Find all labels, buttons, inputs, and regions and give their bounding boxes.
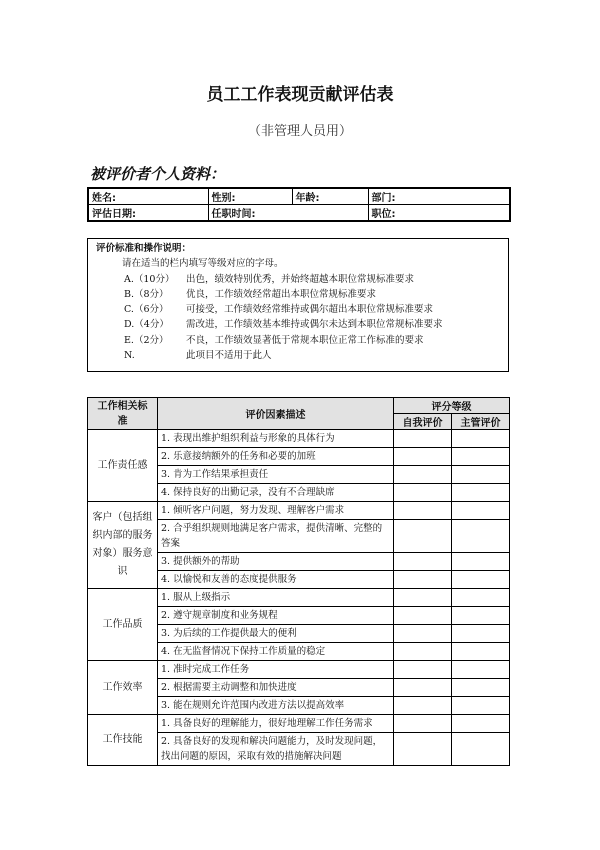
- info-row: [88, 188, 510, 205]
- self-rating-cell[interactable]: [394, 715, 452, 733]
- factor-cell: 2. 乐意接纳额外的任务和必要的加班: [158, 448, 394, 466]
- criteria-level-desc: 需改进，工作绩效基本维持或偶尔未达到本职位常规标准要求: [186, 319, 443, 331]
- header-supervisor-rating: 主管评价: [452, 414, 510, 430]
- criteria-level-code: N.: [124, 350, 135, 362]
- supervisor-rating-cell[interactable]: [452, 520, 510, 553]
- personal-info-table: [87, 187, 511, 222]
- self-rating-cell[interactable]: [394, 448, 452, 466]
- supervisor-rating-cell[interactable]: [452, 679, 510, 697]
- table-row: [88, 589, 510, 607]
- age-field[interactable]: 年龄:: [292, 188, 368, 205]
- evaluation-body: [88, 430, 510, 766]
- self-rating-cell[interactable]: [394, 679, 452, 697]
- header-self-rating: 自我评价: [394, 414, 452, 430]
- header-category: 工作相关标准: [88, 398, 158, 430]
- factor-cell: 1. 表现出维护组织利益与形象的具体行为: [158, 430, 394, 448]
- criteria-levels: [96, 272, 500, 364]
- criteria-level-desc: 出色，绩效特别优秀，并始终超越本职位常规标准要求: [186, 273, 415, 285]
- criteria-level-code: C.（6分）: [124, 304, 169, 316]
- criteria-instruction: 请在适当的栏内填写等级对应的字母。: [122, 258, 284, 270]
- supervisor-rating-cell[interactable]: [452, 448, 510, 466]
- name-field[interactable]: 姓名:: [88, 188, 208, 205]
- self-rating-cell[interactable]: [394, 553, 452, 571]
- supervisor-rating-cell[interactable]: [452, 697, 510, 715]
- category-cell: 工作效率: [88, 661, 158, 715]
- supervisor-rating-cell[interactable]: [452, 553, 510, 571]
- criteria-level: [96, 287, 500, 302]
- factor-cell: 2. 遵守规章制度和业务规程: [158, 607, 394, 625]
- criteria-level-desc: 此项目不适用于此人: [186, 350, 272, 362]
- factor-cell: 4. 以愉悦和友善的态度提供服务: [158, 571, 394, 589]
- criteria-level: [96, 348, 500, 363]
- self-rating-cell[interactable]: [394, 571, 452, 589]
- criteria-box: [87, 238, 509, 372]
- criteria-level-code: D.（4分）: [124, 319, 169, 331]
- factor-cell: 1. 具备良好的理解能力，很好地理解工作任务需求: [158, 715, 394, 733]
- header-rating: 评分等级: [394, 398, 510, 414]
- self-rating-cell[interactable]: [394, 607, 452, 625]
- supervisor-rating-cell[interactable]: [452, 607, 510, 625]
- self-rating-cell[interactable]: [394, 484, 452, 502]
- supervisor-rating-cell[interactable]: [452, 625, 510, 643]
- self-rating-cell[interactable]: [394, 502, 452, 520]
- supervisor-rating-cell[interactable]: [452, 466, 510, 484]
- self-rating-cell[interactable]: [394, 643, 452, 661]
- page-title: 员工工作表现贡献评估表: [206, 85, 394, 105]
- criteria-level-code: E.（2分）: [124, 334, 169, 346]
- factor-cell: 4. 保持良好的出勤记录，没有不合理缺席: [158, 484, 394, 502]
- eval-date-field[interactable]: 评估日期:: [88, 205, 208, 222]
- supervisor-rating-cell[interactable]: [452, 502, 510, 520]
- criteria-level: [96, 317, 500, 332]
- supervisor-rating-cell[interactable]: [452, 643, 510, 661]
- factor-cell: 2. 具备良好的发现和解决问题能力，及时发现问题，找出问题的原因，采取有效的措施解决问题: [158, 733, 394, 766]
- criteria-level: [96, 302, 500, 317]
- factor-cell: 4. 在无监督情况下保持工作质量的稳定: [158, 643, 394, 661]
- criteria-level: [96, 333, 500, 348]
- criteria-level-desc: 优良，工作绩效经常超出本职位常规标准要求: [186, 288, 377, 300]
- criteria-level-code: B.（8分）: [124, 288, 169, 300]
- self-rating-cell[interactable]: [394, 733, 452, 766]
- factor-cell: 1. 服从上级指示: [158, 589, 394, 607]
- factor-cell: 3. 为后续的工作提供最大的便利: [158, 625, 394, 643]
- header-factor: 评价因素描述: [158, 398, 394, 430]
- self-rating-cell[interactable]: [394, 697, 452, 715]
- self-rating-cell[interactable]: [394, 520, 452, 553]
- tenure-field[interactable]: 任职时间:: [208, 205, 368, 222]
- category-cell: 工作技能: [88, 715, 158, 766]
- table-row: [88, 502, 510, 520]
- supervisor-rating-cell[interactable]: [452, 589, 510, 607]
- factor-cell: 1. 倾听客户问题，努力发现、理解客户需求: [158, 502, 394, 520]
- evaluation-table: [87, 397, 510, 766]
- gender-field[interactable]: 性别:: [208, 188, 292, 205]
- self-rating-cell[interactable]: [394, 589, 452, 607]
- table-row: [88, 715, 510, 733]
- supervisor-rating-cell[interactable]: [452, 571, 510, 589]
- table-row: [88, 661, 510, 679]
- category-cell: 工作品质: [88, 589, 158, 661]
- supervisor-rating-cell[interactable]: [452, 733, 510, 766]
- category-cell: 客户（包括组织内部的服务对象）服务意识: [88, 502, 158, 589]
- supervisor-rating-cell[interactable]: [452, 484, 510, 502]
- factor-cell: 3. 能在规则允许范围内改进方法以提高效率: [158, 697, 394, 715]
- supervisor-rating-cell[interactable]: [452, 661, 510, 679]
- table-row: [88, 430, 510, 448]
- factor-cell: 2. 合乎组织规则地满足客户需求，提供清晰、完整的答案: [158, 520, 394, 553]
- self-rating-cell[interactable]: [394, 466, 452, 484]
- category-cell: 工作责任感: [88, 430, 158, 502]
- department-field[interactable]: 部门:: [368, 188, 510, 205]
- factor-cell: 1. 准时完成工作任务: [158, 661, 394, 679]
- self-rating-cell[interactable]: [394, 430, 452, 448]
- factor-cell: 2. 根据需要主动调整和加快进度: [158, 679, 394, 697]
- criteria-level-desc: 不良，工作绩效显著低于常规本职位正常工作标准的要求: [186, 334, 424, 346]
- criteria-level-desc: 可接受，工作绩效经常维持或偶尔超出本职位常规标准要求: [186, 304, 434, 316]
- info-row: [88, 205, 510, 222]
- self-rating-cell[interactable]: [394, 661, 452, 679]
- factor-cell: 3. 肯为工作结果承担责任: [158, 466, 394, 484]
- page-subtitle: （非管理人员用）: [247, 124, 352, 139]
- supervisor-rating-cell[interactable]: [452, 430, 510, 448]
- factor-cell: 3. 提供额外的帮助: [158, 553, 394, 571]
- position-field[interactable]: 职位:: [368, 205, 510, 222]
- criteria-level-code: A.（10分）: [124, 273, 175, 285]
- self-rating-cell[interactable]: [394, 625, 452, 643]
- supervisor-rating-cell[interactable]: [452, 715, 510, 733]
- criteria-heading: 评价标准和操作说明：: [96, 243, 192, 254]
- criteria-level: [96, 272, 500, 287]
- section-heading: 被评价者个人资料：: [90, 165, 226, 183]
